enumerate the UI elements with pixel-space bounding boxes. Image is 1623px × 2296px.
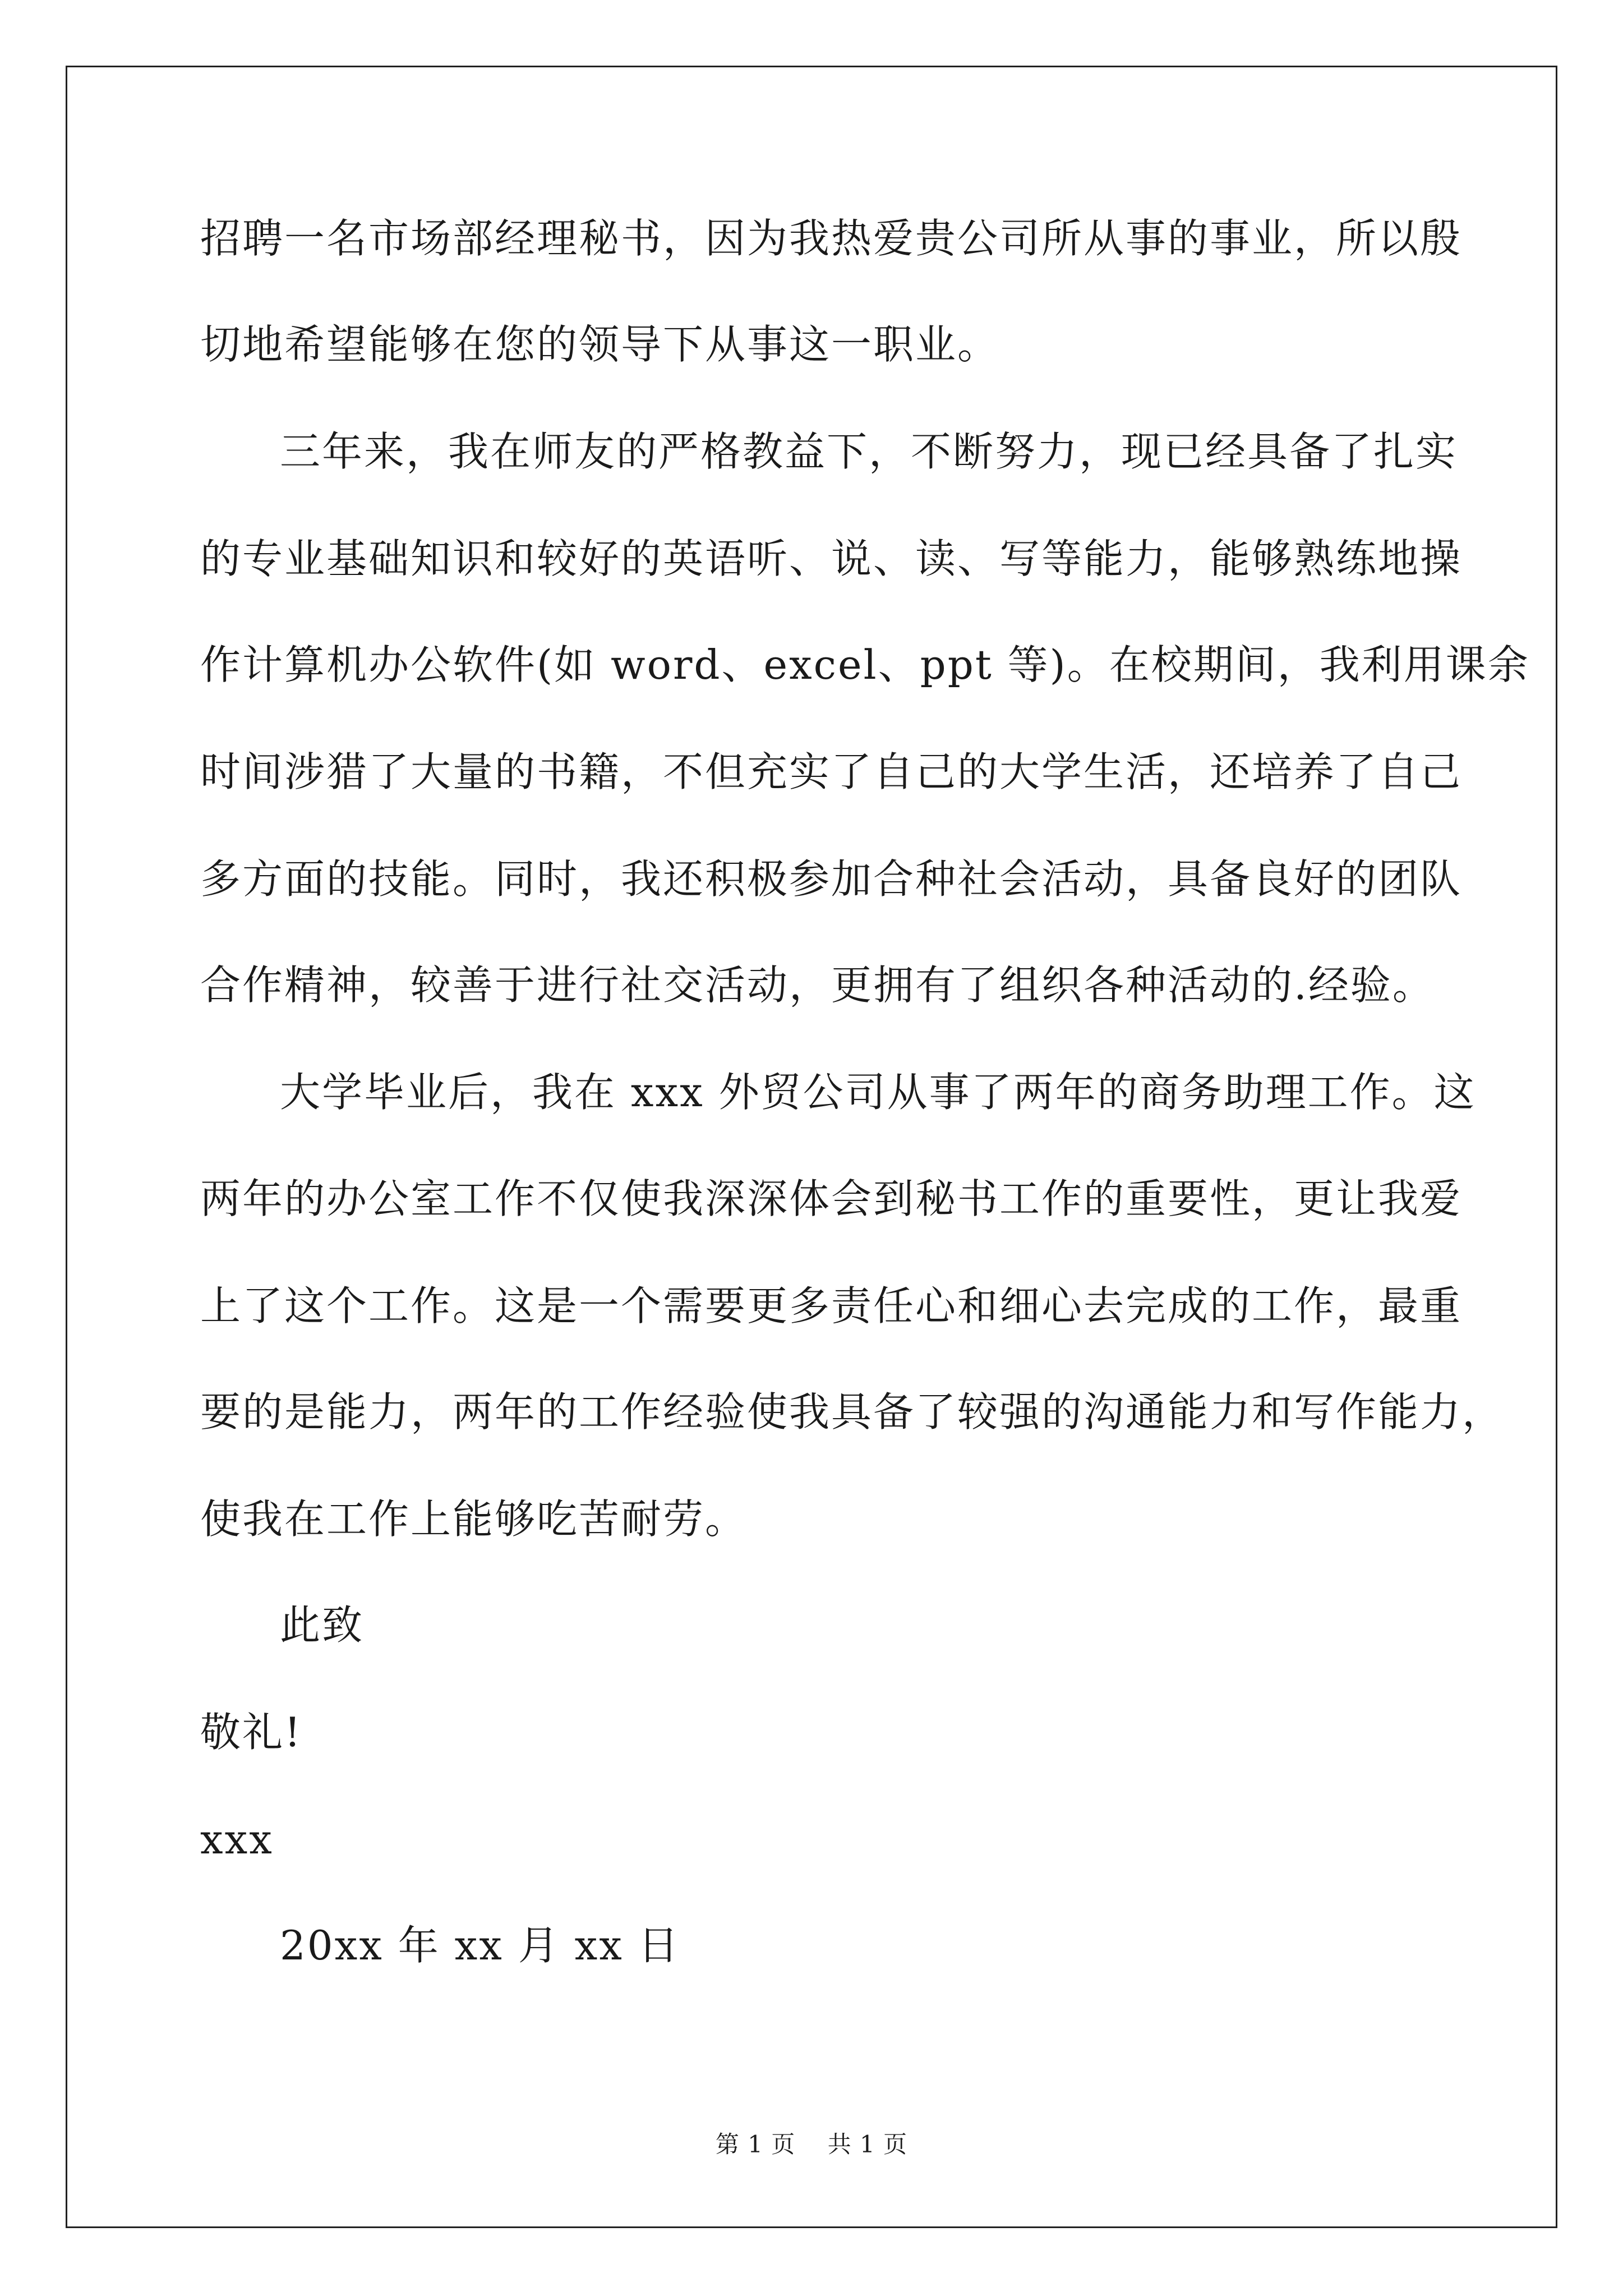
page-footer: 第 1 页 共 1 页 (715, 2131, 908, 2158)
text-line: 上了这个工作。这是一个需要更多责任心和细心去完成的工作，最重 (200, 1282, 1463, 1329)
text-line: 作计算机办公软件(如 word、excel、ppt 等)。在校期间，我利用课余 (200, 641, 1530, 688)
text-line: 合作精神，较善于进行社交活动，更拥有了组织各种活动的.经验。 (200, 961, 1435, 1009)
text-line: 切地希望能够在您的领导下从事这一职业。 (200, 321, 1000, 368)
text-line: 大学毕业后，我在 xxx 外贸公司从事了两年的商务助理工作。这 (280, 1069, 1476, 1116)
text-line: 使我在工作上能够吃苦耐劳。 (200, 1496, 748, 1543)
text-line: 三年来，我在师友的严格教益下，不断努力，现已经具备了扎实 (280, 428, 1458, 475)
text-line: 的专业基础知识和较好的英语听、说、读、写等能力，能够熟练地操 (200, 535, 1463, 582)
signature-date: 20xx 年 xx 月 xx 日 (280, 1922, 680, 1969)
signature-name: xxx (200, 1816, 274, 1863)
text-line: 多方面的技能。同时，我还积极参加合种社会活动，具备良好的团队 (200, 855, 1463, 903)
closing-salutation: 此致 (280, 1602, 365, 1649)
text-line: 两年的办公室工作不仅使我深深体会到秘书工作的重要性，更让我爱 (200, 1175, 1463, 1222)
text-line: 招聘一名市场部经理秘书，因为我热爱贵公司所从事的事业，所以殷 (200, 215, 1463, 262)
text-line: 时间涉猎了大量的书籍，不但充实了自己的大学生活，还培养了自己 (200, 748, 1463, 795)
page-border (66, 66, 1557, 2228)
text-line: 要的是能力，两年的工作经验使我具备了较强的沟通能力和写作能力， (200, 1388, 1505, 1435)
closing-regards: 敬礼! (200, 1709, 302, 1756)
